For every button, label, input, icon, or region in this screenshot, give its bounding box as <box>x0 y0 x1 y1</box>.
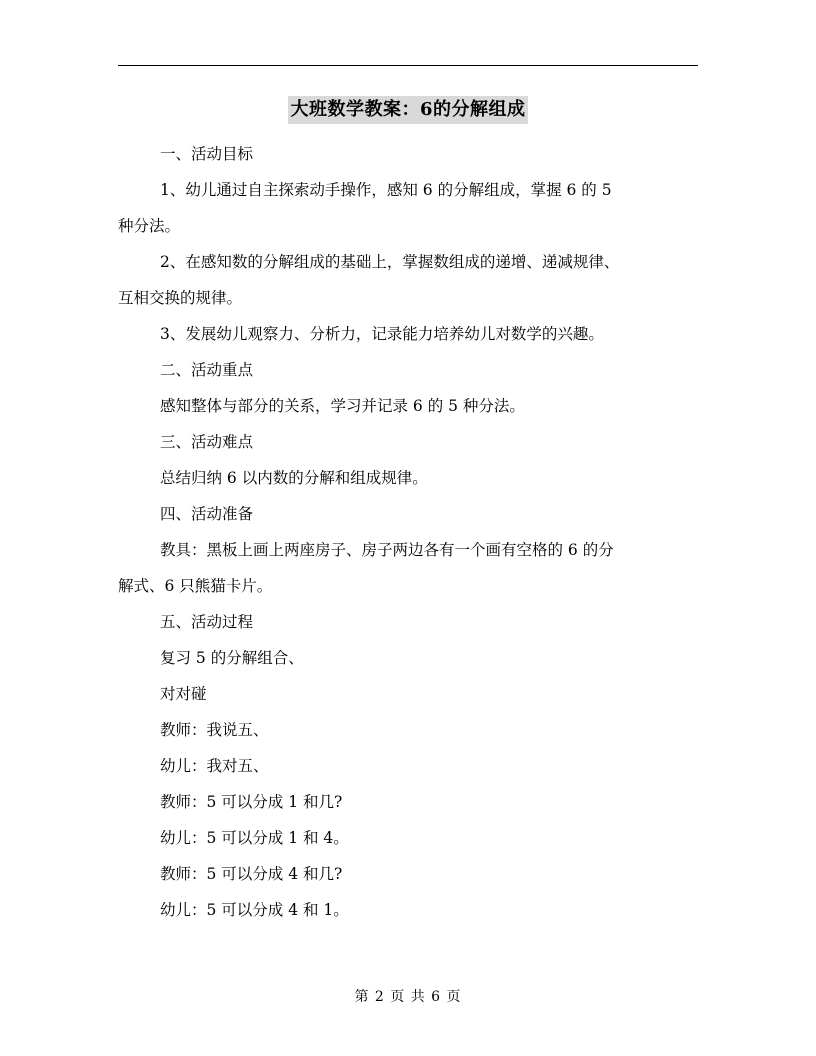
page-number: 第 2 页 共 6 页 <box>354 989 462 1005</box>
dialogue-line: 幼儿：5 可以分成 4 和 1。 <box>160 901 349 919</box>
dialogue-line: 教师：5 可以分成 4 和几? <box>160 865 343 883</box>
paragraph-line: 3、发展幼儿观察力、分析力，记录能力培养幼儿对数学的兴趣。 <box>160 325 604 343</box>
dialogue-line: 教师：5 可以分成 1 和几? <box>160 793 343 811</box>
header-rule <box>118 65 698 66</box>
paragraph-line: 感知整体与部分的关系，学习并记录 6 的 5 种分法。 <box>160 397 525 415</box>
section-heading-preparation: 四、活动准备 <box>160 505 254 523</box>
section-heading-difficulty: 三、活动难点 <box>160 433 254 451</box>
title-container <box>0 96 816 124</box>
paragraph-line: 种分法。 <box>118 217 181 235</box>
section-heading-focus: 二、活动重点 <box>160 361 254 379</box>
paragraph-line: 教具：黑板上画上两座房子、房子两边各有一个画有空格的 6 的分 <box>160 541 614 559</box>
document-body <box>118 136 698 928</box>
paragraph-line: 解式、6 只熊猫卡片。 <box>118 577 273 595</box>
document-title: 大班数学教案：6的分解组成 <box>288 96 527 124</box>
paragraph-line: 1、幼儿通过自主探索动手操作，感知 6 的分解组成，掌握 6 的 5 <box>160 181 612 199</box>
paragraph-line: 2、在感知数的分解组成的基础上，掌握数组成的递增、递减规律、 <box>160 253 620 271</box>
paragraph-line: 总结归纳 6 以内数的分解和组成规律。 <box>160 469 428 487</box>
section-heading-goals: 一、活动目标 <box>160 145 254 163</box>
paragraph-line: 复习 5 的分解组合、 <box>160 649 304 667</box>
section-heading-process: 五、活动过程 <box>160 613 254 631</box>
dialogue-line: 教师：我说五、 <box>160 721 269 739</box>
dialogue-line: 幼儿：我对五、 <box>160 757 269 775</box>
paragraph-line: 对对碰 <box>160 685 207 703</box>
paragraph-line: 互相交换的规律。 <box>118 289 243 307</box>
dialogue-line: 幼儿：5 可以分成 1 和 4。 <box>160 829 349 847</box>
